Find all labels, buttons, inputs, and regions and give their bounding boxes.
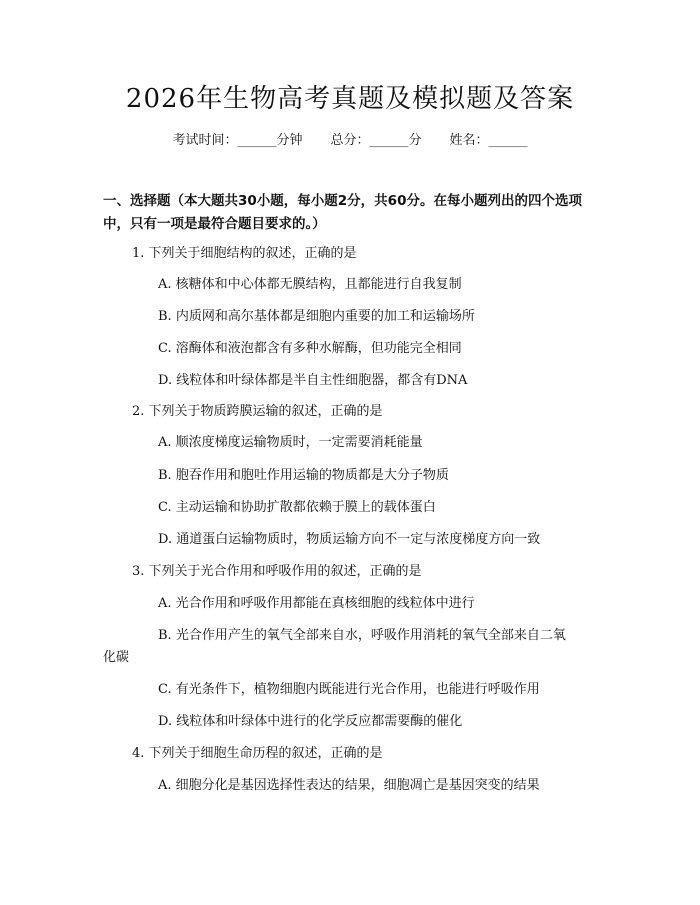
question-4-option-a: A. 细胞分化是基因选择性表达的结果，细胞凋亡是基因突变的结果 bbox=[158, 778, 540, 793]
question-3-option-b-continued: 化碳 bbox=[103, 650, 130, 665]
question-3-option-d: D. 线粒体和叶绿体中进行的化学反应都需要酶的催化 bbox=[158, 714, 463, 729]
exam-time-field: 考试时间：______分钟 bbox=[172, 133, 303, 148]
page-title: 2026年生物高考真题及模拟题及答案 bbox=[125, 84, 575, 114]
question-1-stem: 1. 下列关于细胞结构的叙述，正确的是 bbox=[132, 246, 357, 261]
question-1-option-c: C. 溶酶体和液泡都含有多种水解酶，但功能完全相同 bbox=[158, 341, 462, 356]
question-2-option-a: A. 顺浓度梯度运输物质时，一定需要消耗能量 bbox=[158, 435, 423, 450]
section-heading: 一、选择题（本大题共30小题，每小题2分，共60分。在每小题列出的四个选项中，只有一项是最符合题目要求的。） bbox=[103, 193, 582, 232]
student-name-field: 姓名：______ bbox=[449, 133, 528, 148]
question-2-option-d: D. 通道蛋白运输物质时，物质运输方向不一定与浓度梯度方向一致 bbox=[158, 532, 541, 547]
question-1-option-a: A. 核糖体和中心体都无膜结构，且都能进行自我复制 bbox=[158, 277, 462, 292]
question-3-stem: 3. 下列关于光合作用和呼吸作用的叙述，正确的是 bbox=[132, 564, 422, 579]
question-2-stem: 2. 下列关于物质跨膜运输的叙述，正确的是 bbox=[132, 404, 383, 419]
exam-meta-row bbox=[0, 131, 700, 151]
question-1-option-b: B. 内质网和高尔基体都是细胞内重要的加工和运输场所 bbox=[158, 309, 475, 324]
question-2-option-b: B. 胞吞作用和胞吐作用运输的物质都是大分子物质 bbox=[158, 468, 449, 483]
question-3-option-c: C. 有光条件下，植物细胞内既能进行光合作用，也能进行呼吸作用 bbox=[158, 682, 540, 697]
question-2-option-c: C. 主动运输和协助扩散都依赖于膜上的载体蛋白 bbox=[158, 500, 436, 515]
question-3-option-a: A. 光合作用和呼吸作用都能在真核细胞的线粒体中进行 bbox=[158, 596, 475, 611]
question-1-option-d: D. 线粒体和叶绿体都是半自主性细胞器，都含有DNA bbox=[158, 373, 468, 388]
question-4-stem: 4. 下列关于细胞生命历程的叙述，正确的是 bbox=[132, 746, 383, 761]
question-3-option-b: B. 光合作用产生的氧气全部来自水，呼吸作用消耗的氧气全部来自二氧 bbox=[158, 628, 566, 643]
total-score-field: 总分：______分 bbox=[330, 133, 422, 148]
